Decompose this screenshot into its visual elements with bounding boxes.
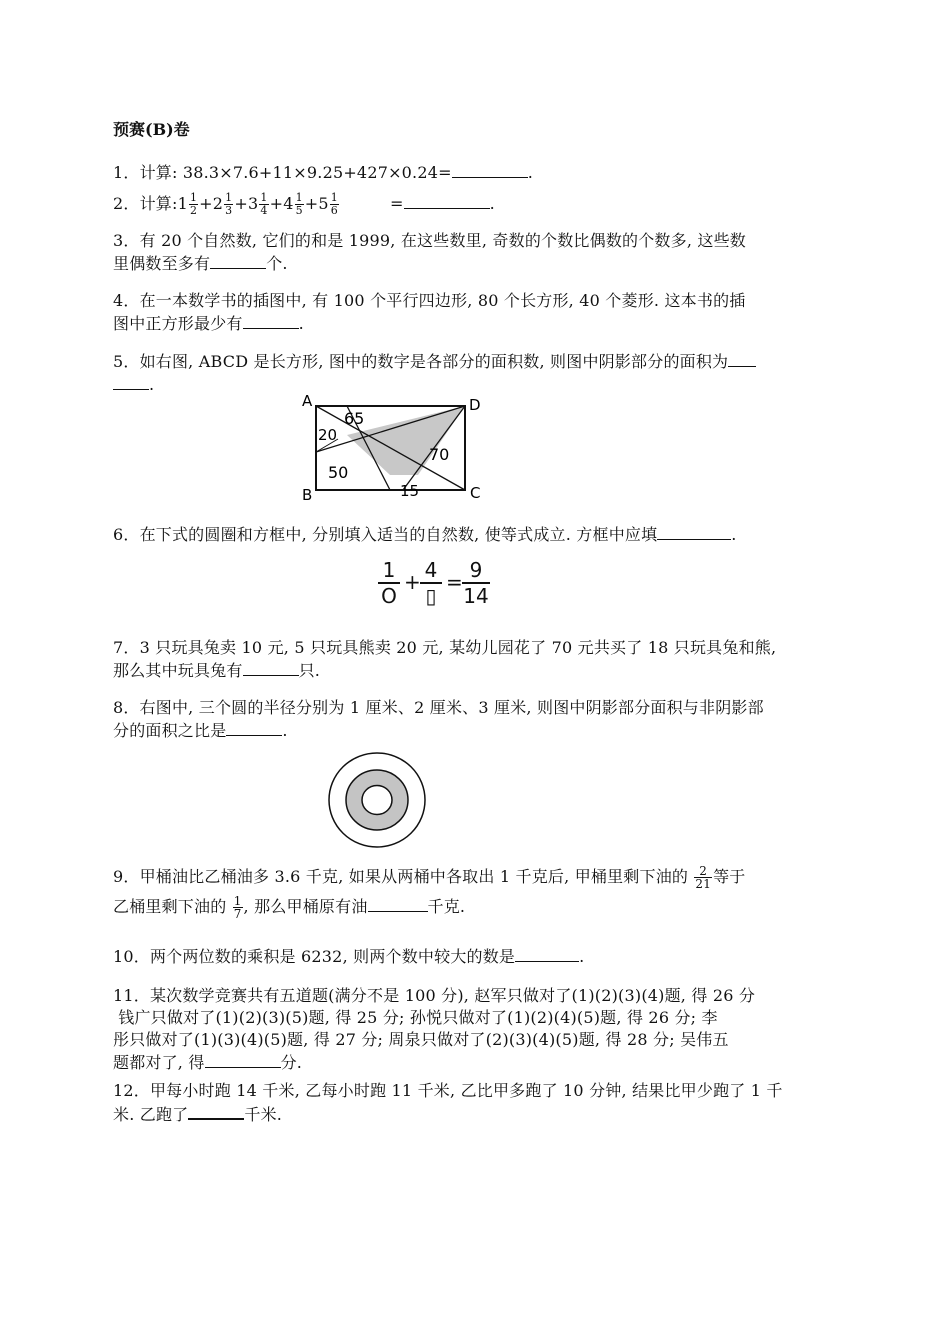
label-d: D: [469, 396, 481, 414]
equals-sign: =: [446, 570, 463, 594]
fraction-denominator: 5: [295, 204, 303, 217]
plus-operator: +: [234, 194, 248, 213]
q11-line4-end: 分.: [280, 1053, 303, 1072]
question-9: [113, 862, 873, 922]
q7-line2-start: 那么其中玩具兔有: [113, 661, 243, 680]
q10-end: .: [579, 947, 585, 966]
fraction-denominator: 4: [260, 204, 268, 217]
q6-end: .: [731, 525, 737, 544]
q12-line1: 12．甲每小时跑 14 千米, 乙每小时跑 11 千米, 乙比甲多跑了 10 分钟, 结果比甲少跑了 1 千: [113, 1081, 783, 1100]
inner-circle: [362, 786, 392, 815]
q2-expression: [177, 191, 340, 217]
q9-line2-end: 千克.: [427, 897, 466, 916]
mixed-number-whole: 2: [212, 194, 224, 213]
question-2: [113, 186, 863, 222]
q10-answer-blank[interactable]: [515, 945, 579, 962]
fraction-1: [378, 558, 400, 608]
q3-line1: 3．有 20 个自然数, 它们的和是 1999, 在这些数里, 奇数的个数比偶数的个数多, 这些数: [113, 231, 747, 250]
section-title: 预赛(B)卷: [113, 120, 190, 139]
fraction-numerator: 1: [233, 894, 242, 908]
fraction-numerator: 2: [694, 865, 712, 878]
q4-line2-start: 图中正方形最少有: [113, 314, 243, 333]
q11-line2: 钱广只做对了(1)(2)(3)(5)题, 得 25 分; 孙悦只做对了(1)(2)(4)(5)题, 得 26 分; 李: [113, 1008, 718, 1027]
question-8: [113, 697, 863, 742]
label-c: C: [470, 484, 481, 502]
plus-operator: +: [199, 194, 213, 213]
area-label: 50: [328, 463, 349, 482]
mixed-number-fraction: [189, 192, 198, 217]
fraction-denominator: 7: [233, 907, 242, 921]
fraction-numerator: 1: [225, 191, 233, 204]
fraction-numerator: 1: [260, 191, 268, 204]
q2-end: .: [489, 194, 495, 213]
mixed-number-fraction: [330, 192, 339, 217]
q10-text: 10．两个两位数的乘积是 6232, 则两个数中较大的数是: [113, 947, 516, 966]
mixed-number-fraction: [295, 192, 304, 217]
question-10: [113, 945, 863, 968]
area-label: 20: [318, 426, 338, 444]
q9-line2-mid: , 那么甲桶原有油: [243, 897, 368, 916]
q4-line1: 4．在一本数学书的插图中, 有 100 个平行四边形, 80 个长方形, 40 个菱形. 这本书的插: [113, 291, 746, 310]
question-6: [113, 523, 863, 546]
q8-line2-end: .: [282, 721, 288, 740]
fraction-numerator: 1: [330, 191, 338, 204]
question-12: [113, 1080, 873, 1126]
mixed-number-whole: 4: [283, 194, 294, 213]
mixed-number-fraction: [224, 192, 233, 217]
fraction-2: [420, 558, 442, 608]
q6-answer-blank[interactable]: [657, 523, 731, 540]
q6-text: 6．在下式的圆圈和方框中, 分别填入适当的自然数, 使等式成立. 方框中应填: [113, 525, 658, 544]
q4-answer-blank[interactable]: [243, 312, 299, 329]
question-7: [113, 637, 863, 682]
mixed-number-fraction: [259, 192, 268, 217]
rectangle-abcd-figure: [298, 392, 493, 504]
square-blank[interactable]: ▯: [425, 584, 437, 608]
q7-line2-end: 只.: [298, 661, 321, 680]
mixed-number-whole: 5: [318, 194, 329, 213]
fraction-2-21: [694, 865, 712, 890]
q11-answer-blank[interactable]: [205, 1051, 281, 1068]
q1-text: 1．计算: 38.3×7.6+11×9.25+427×0.24=: [113, 163, 452, 182]
question-1: [113, 161, 863, 184]
q9-answer-blank[interactable]: [368, 895, 428, 912]
q2-prefix: 2．计算:: [113, 194, 178, 213]
q8-line2-start: 分的面积之比是: [113, 721, 227, 740]
label-b: B: [302, 486, 313, 504]
plus-operator: +: [269, 194, 284, 213]
plus-operator: +: [304, 194, 319, 213]
circle-blank[interactable]: O: [381, 584, 397, 608]
fraction-denominator: 3: [225, 204, 233, 217]
q1-answer-blank[interactable]: [452, 161, 528, 178]
q7-line1: 7．3 只玩具兔卖 10 元, 5 只玩具熊卖 20 元, 某幼儿园花了 70 元共买了 18 只玩具兔和熊,: [113, 638, 777, 657]
fraction-numerator: 1: [295, 191, 303, 204]
q5-line1: 5．如右图, ABCD 是长方形, 图中的数字是各部分的面积数, 则图中阴影部分的面积为: [113, 352, 729, 371]
fraction-numerator: 1: [189, 191, 198, 204]
question-11: [113, 985, 873, 1074]
fraction-denominator: 2: [189, 204, 198, 217]
q7-answer-blank[interactable]: [243, 659, 299, 676]
fraction-3: [462, 558, 490, 608]
fraction-3-denominator: 14: [463, 584, 489, 608]
area-label: 15: [400, 482, 420, 500]
mixed-number-whole: 3: [247, 194, 259, 213]
q5-answer-blank-part1[interactable]: [728, 350, 756, 367]
q11-line4-start: 题都对了, 得: [113, 1053, 205, 1072]
question-5: [113, 350, 863, 396]
q5-end: .: [149, 375, 155, 394]
area-label: 70: [429, 445, 450, 464]
q2-answer-blank[interactable]: [404, 192, 490, 209]
area-label: 65: [344, 409, 365, 428]
fraction-1-7: [233, 895, 243, 920]
label-a: A: [302, 392, 313, 410]
mixed-number-whole: 1: [177, 194, 188, 213]
q3-line2-end: 个.: [266, 254, 288, 273]
q1-end: .: [527, 163, 534, 182]
q12-answer-blank[interactable]: [188, 1102, 244, 1120]
q12-line2-end: 千米.: [244, 1105, 283, 1124]
fraction-3-numerator: 9: [462, 558, 490, 584]
q8-answer-blank[interactable]: [226, 719, 282, 736]
q3-line2-start: 里偶数至多有: [113, 254, 211, 273]
concentric-circles-figure: [322, 750, 434, 850]
q2-equals: =: [389, 194, 404, 213]
q4-line2-end: .: [298, 314, 304, 333]
q3-answer-blank[interactable]: [210, 252, 266, 269]
fraction-denominator: 6: [330, 204, 338, 217]
question-4: [113, 290, 863, 335]
fraction-2-numerator: 4: [420, 558, 442, 584]
plus-sign: +: [404, 570, 421, 594]
q9-line2-start: 乙桶里剩下油的: [113, 897, 227, 916]
q8-line1: 8．右图中, 三个圆的半径分别为 1 厘米、2 厘米、3 厘米, 则图中阴影部分面积与非阴影部: [113, 698, 764, 717]
fraction-denominator: 21: [695, 877, 712, 891]
q9-line1-start: 9．甲桶油比乙桶油多 3.6 千克, 如果从两桶中各取出 1 千克后, 甲桶里剩下油的: [113, 867, 689, 886]
q5-answer-blank-part2[interactable]: [113, 373, 149, 390]
fraction-1-numerator: 1: [378, 558, 400, 584]
question-3: [113, 230, 863, 275]
q12-line2-start: 米. 乙跑了: [113, 1105, 189, 1124]
q11-line1: 11．某次数学竞赛共有五道题(满分不是 100 分), 赵军只做对了(1)(2)(3)(4)题, 得 26 分: [113, 986, 756, 1005]
q9-line1-end: 等于: [713, 867, 746, 886]
q11-line3: 彤只做对了(1)(3)(4)(5)题, 得 27 分; 周泉只做对了(2)(3)(4)(5)题, 得 28 分; 吴伟五: [113, 1030, 729, 1049]
